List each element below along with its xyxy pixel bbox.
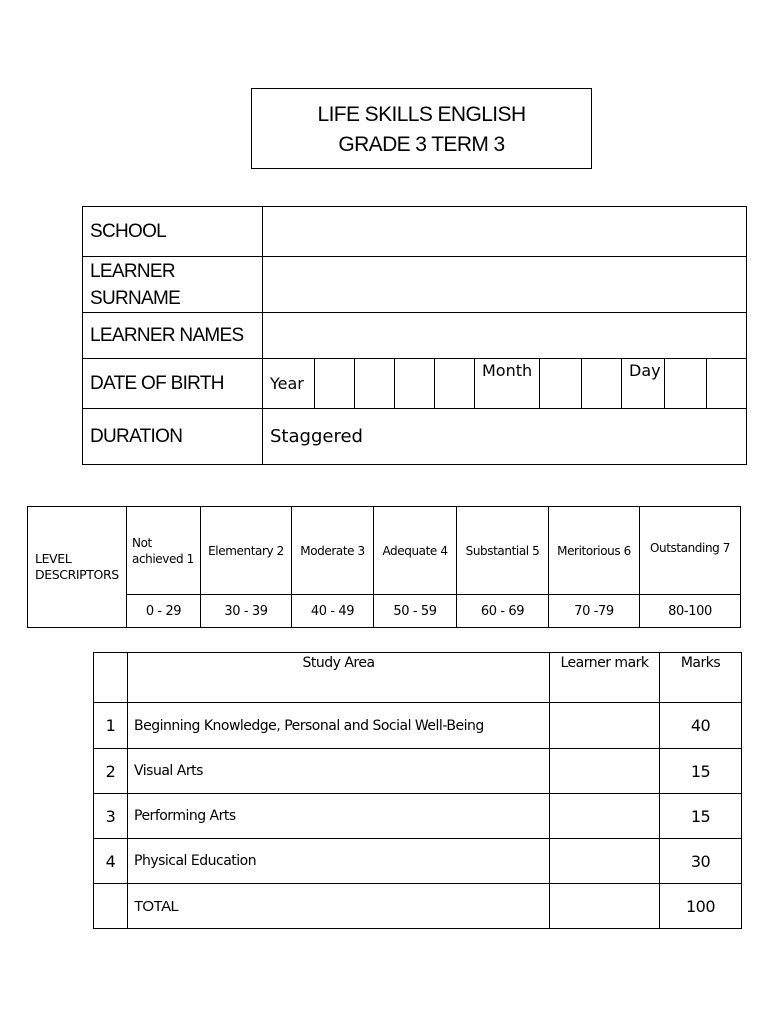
duration-value: Staggered xyxy=(263,409,747,465)
study-area: Performing Arts xyxy=(128,794,550,839)
month-label: Month xyxy=(475,359,540,409)
learner-mark-field[interactable] xyxy=(550,839,660,884)
duration-label: DURATION xyxy=(83,409,263,465)
year-digit-box[interactable] xyxy=(355,359,395,409)
total-number-cell xyxy=(94,884,128,929)
total-marks: 100 xyxy=(660,884,742,929)
study-area: Visual Arts xyxy=(128,749,550,794)
year-label: Year xyxy=(263,359,315,409)
level-descriptors-label-line1: LEVEL xyxy=(35,551,72,566)
surname-label-line2: SURNAME xyxy=(90,287,181,309)
duration-row xyxy=(83,409,747,465)
dob-row xyxy=(83,359,747,409)
level-name-2: Elementary 2 xyxy=(201,507,292,595)
row-number: 1 xyxy=(94,703,128,749)
school-label: SCHOOL xyxy=(83,207,263,257)
header-number-cell xyxy=(94,653,128,703)
max-marks: 40 xyxy=(660,703,742,749)
surname-label-line1: LEARNER xyxy=(90,260,175,282)
table-row xyxy=(94,839,742,884)
level-range-1: 0 - 29 xyxy=(127,595,201,628)
level-range-3: 40 - 49 xyxy=(292,595,374,628)
day-label: Day xyxy=(622,359,665,409)
school-field[interactable] xyxy=(263,207,747,257)
max-marks: 30 xyxy=(660,839,742,884)
level-range-7: 80-100 xyxy=(640,595,741,628)
school-row xyxy=(83,207,747,257)
level-range-4: 50 - 59 xyxy=(374,595,457,628)
title-line-1: LIFE SKILLS ENGLISH xyxy=(317,103,526,126)
table-row xyxy=(94,749,742,794)
surname-label xyxy=(83,257,263,313)
month-digit-box[interactable] xyxy=(540,359,582,409)
year-digit-box[interactable] xyxy=(315,359,355,409)
learner-info-table xyxy=(82,206,747,465)
level-name-3: Moderate 3 xyxy=(292,507,374,595)
level-range-2: 30 - 39 xyxy=(201,595,292,628)
level-descriptors-label xyxy=(28,507,127,628)
level-name-1-line2: achieved 1 xyxy=(132,551,194,566)
level-range-6: 70 -79 xyxy=(549,595,640,628)
level-name-6: Meritorious 6 xyxy=(549,507,640,595)
marks-table xyxy=(93,652,742,929)
year-digit-box[interactable] xyxy=(435,359,475,409)
day-digit-box[interactable] xyxy=(707,359,747,409)
month-digit-box[interactable] xyxy=(582,359,622,409)
learner-mark-field[interactable] xyxy=(550,749,660,794)
title-line-2: GRADE 3 TERM 3 xyxy=(338,133,505,156)
header-study-area: Study Area xyxy=(128,653,550,703)
dob-label: DATE OF BIRTH xyxy=(83,359,263,409)
header-learner-mark: Learner mark xyxy=(550,653,660,703)
table-row xyxy=(94,703,742,749)
row-number: 3 xyxy=(94,794,128,839)
title-box xyxy=(251,88,592,169)
marks-header-row xyxy=(94,653,742,703)
names-field[interactable] xyxy=(263,313,747,359)
names-label: LEARNER NAMES xyxy=(83,313,263,359)
names-row xyxy=(83,313,747,359)
header-marks: Marks xyxy=(660,653,742,703)
level-ranges-row xyxy=(28,595,741,628)
row-number: 2 xyxy=(94,749,128,794)
max-marks: 15 xyxy=(660,794,742,839)
surname-field[interactable] xyxy=(263,257,747,313)
total-row xyxy=(94,884,742,929)
level-names-row xyxy=(28,507,741,595)
learner-mark-field[interactable] xyxy=(550,703,660,749)
study-area: Physical Education xyxy=(128,839,550,884)
level-range-5: 60 - 69 xyxy=(457,595,549,628)
level-name-4: Adequate 4 xyxy=(374,507,457,595)
level-descriptors-label-line2: DESCRIPTORS xyxy=(35,567,119,582)
study-area: Beginning Knowledge, Personal and Social Well-Being xyxy=(128,703,550,749)
table-row xyxy=(94,794,742,839)
year-digit-box[interactable] xyxy=(395,359,435,409)
day-digit-box[interactable] xyxy=(665,359,707,409)
level-name-5: Substantial 5 xyxy=(457,507,549,595)
row-number: 4 xyxy=(94,839,128,884)
surname-row xyxy=(83,257,747,313)
max-marks: 15 xyxy=(660,749,742,794)
level-name-1 xyxy=(127,507,201,595)
total-label: TOTAL xyxy=(128,884,550,929)
level-descriptors-table xyxy=(27,506,741,628)
level-name-1-line1: Not xyxy=(132,535,152,550)
learner-total-field[interactable] xyxy=(550,884,660,929)
level-name-7: Outstanding 7 xyxy=(640,507,741,595)
learner-mark-field[interactable] xyxy=(550,794,660,839)
